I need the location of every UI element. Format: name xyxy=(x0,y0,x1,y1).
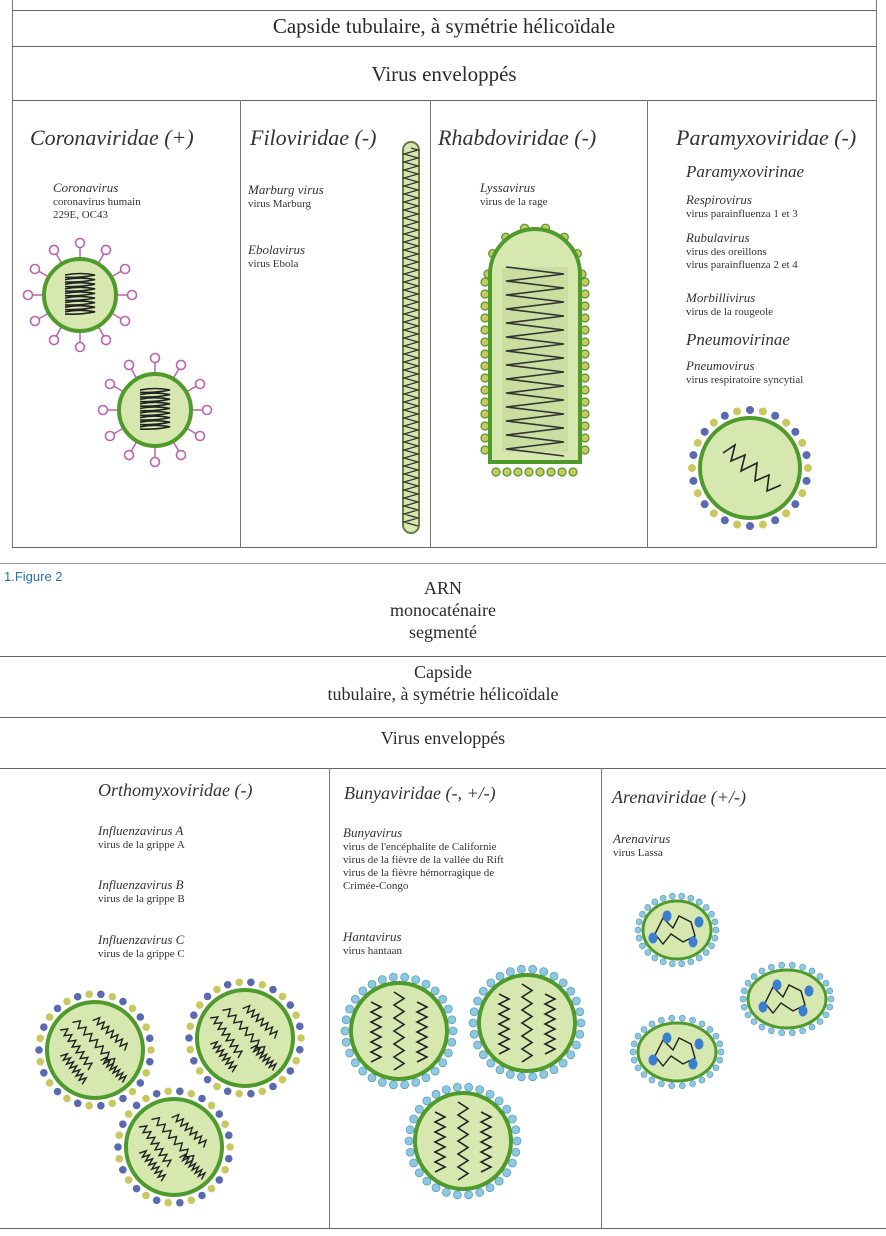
bottom-rule-2 xyxy=(0,717,886,718)
genus-block-bunyavirus xyxy=(343,825,504,893)
species-name: virus de la rage xyxy=(480,196,548,208)
genus-block-respirovirus xyxy=(686,192,798,221)
species-name: virus hantaan xyxy=(343,945,402,957)
capsid-line: tubulaire, à symétrie hélicoïdale xyxy=(327,684,559,704)
species-name: 229E, OC43 xyxy=(53,209,108,221)
rhabdovirus-virion-illustration xyxy=(480,222,590,478)
bunyavirus-virion-illustration xyxy=(402,1080,524,1202)
genus-block-influenza-c xyxy=(98,932,185,961)
bottom-capsid-header xyxy=(0,661,886,705)
species-name: coronavirus humain xyxy=(53,196,141,208)
species-name: virus des oreillons xyxy=(686,246,767,258)
col-divider-1 xyxy=(240,100,241,547)
arenavirus-virion-illustration xyxy=(635,893,719,967)
genus-name: Arenavirus xyxy=(613,831,671,846)
genome-header xyxy=(0,577,886,643)
genus-block-coronavirus xyxy=(53,180,141,222)
genus-name: Influenzavirus A xyxy=(98,823,184,838)
subfamily-pneumovirinae: Pneumovirinae xyxy=(686,330,790,349)
genus-name: Pneumovirus xyxy=(686,358,755,373)
species-name: Crimée-Congo xyxy=(343,880,409,892)
species-name: virus parainfluenza 1 et 3 xyxy=(686,208,798,220)
genus-name: Hantavirus xyxy=(343,929,402,944)
bottom-rule-4 xyxy=(0,1228,886,1229)
genus-name: Bunyavirus xyxy=(343,825,403,840)
bunyavirus-virion-illustration xyxy=(466,962,588,1084)
genus-name: Lyssavirus xyxy=(480,180,536,195)
top-rule-3 xyxy=(12,100,876,101)
bottom-envelope-header: Virus enveloppés xyxy=(380,728,506,748)
bottom-rule-1 xyxy=(0,656,886,657)
family-orthomyxoviridae: Orthomyxoviridae (-) xyxy=(98,780,253,800)
top-right-border xyxy=(876,0,877,548)
genus-name: Morbillivirus xyxy=(686,290,756,305)
arenavirus-virion-illustration xyxy=(630,1015,724,1089)
genus-block-hantavirus xyxy=(343,929,402,958)
filovirus-virion-illustration xyxy=(396,140,426,535)
genus-name: Influenzavirus C xyxy=(98,932,185,947)
genome-line: ARN xyxy=(423,578,462,598)
genus-name: Marburg virus xyxy=(248,182,324,197)
species-name: virus de la grippe C xyxy=(98,948,185,960)
genus-block-pneumovirus xyxy=(686,358,803,387)
genome-line: segmenté xyxy=(409,622,477,642)
family-coronaviridae: Coronaviridae (+) xyxy=(30,125,194,150)
genus-name: Influenzavirus B xyxy=(98,877,184,892)
species-name: virus Marburg xyxy=(248,198,312,210)
top-envelope-header: Virus enveloppés xyxy=(371,62,517,86)
bunyavirus-virion-illustration xyxy=(338,970,460,1092)
genome-line: monocaténaire xyxy=(390,600,496,620)
top-rule-4 xyxy=(12,547,876,548)
coronavirus-virion-illustration xyxy=(95,350,215,470)
species-name: virus de la rougeole xyxy=(686,306,774,318)
species-name: virus parainfluenza 2 et 4 xyxy=(686,259,798,271)
coronavirus-virion-illustration xyxy=(20,235,140,355)
family-arenaviridae: Arenaviridae (+/-) xyxy=(612,787,746,807)
genus-name: Rubulavirus xyxy=(686,230,750,245)
species-name: virus Lassa xyxy=(613,847,663,859)
genus-name: Coronavirus xyxy=(53,180,119,195)
family-paramyxoviridae: Paramyxoviridae (-) xyxy=(676,125,857,150)
species-name: virus respiratoire syncytial xyxy=(686,374,804,386)
species-name: virus Ebola xyxy=(248,258,299,270)
family-filoviridae: Filoviridae (-) xyxy=(250,125,377,150)
figure-label: 1.Figure 2 xyxy=(4,569,63,584)
bottom-rule-3 xyxy=(0,768,886,769)
col-divider-4 xyxy=(329,768,330,1228)
family-bunyaviridae: Bunyaviridae (-, +/-) xyxy=(344,783,496,803)
paramyxovirus-virion-illustration xyxy=(685,403,815,533)
genus-block-ebola xyxy=(248,242,305,271)
col-divider-2 xyxy=(430,100,431,547)
top-rule-2 xyxy=(12,46,876,47)
species-name: virus de la fièvre hémorragique de xyxy=(343,867,495,879)
genus-block-rubulavirus xyxy=(686,230,798,272)
top-capsid-header: Capside tubulaire, à symétrie hélicoïdale xyxy=(272,14,616,38)
genus-block-morbillivirus xyxy=(686,290,773,319)
genus-name: Respirovirus xyxy=(686,192,752,207)
family-rhabdoviridae: Rhabdoviridae (-) xyxy=(438,125,597,150)
col-divider-3 xyxy=(647,100,648,547)
genus-block-influenza-b xyxy=(98,877,185,906)
col-divider-5 xyxy=(601,768,602,1228)
genus-block-marburg xyxy=(248,182,324,211)
species-name: virus de la grippe A xyxy=(98,839,185,851)
genus-block-lyssavirus xyxy=(480,180,548,209)
subfamily-paramyxovirinae: Paramyxovirinae xyxy=(686,162,805,181)
bottom-rule-0 xyxy=(0,563,886,564)
capsid-line: Capside xyxy=(414,662,472,682)
genus-block-influenza-a xyxy=(98,823,185,852)
species-name: virus de l'encéphalite de Californie xyxy=(343,841,497,853)
species-name: virus de la grippe B xyxy=(98,893,185,905)
influenza-virion-illustration xyxy=(183,976,307,1100)
arenavirus-virion-illustration xyxy=(740,962,834,1036)
top-rule-1 xyxy=(12,10,876,11)
influenza-virion-illustration xyxy=(112,1085,236,1209)
genus-block-arenavirus xyxy=(613,831,670,860)
genus-name: Ebolavirus xyxy=(248,242,306,257)
species-name: virus de la fièvre de la vallée du Rift xyxy=(343,854,504,866)
